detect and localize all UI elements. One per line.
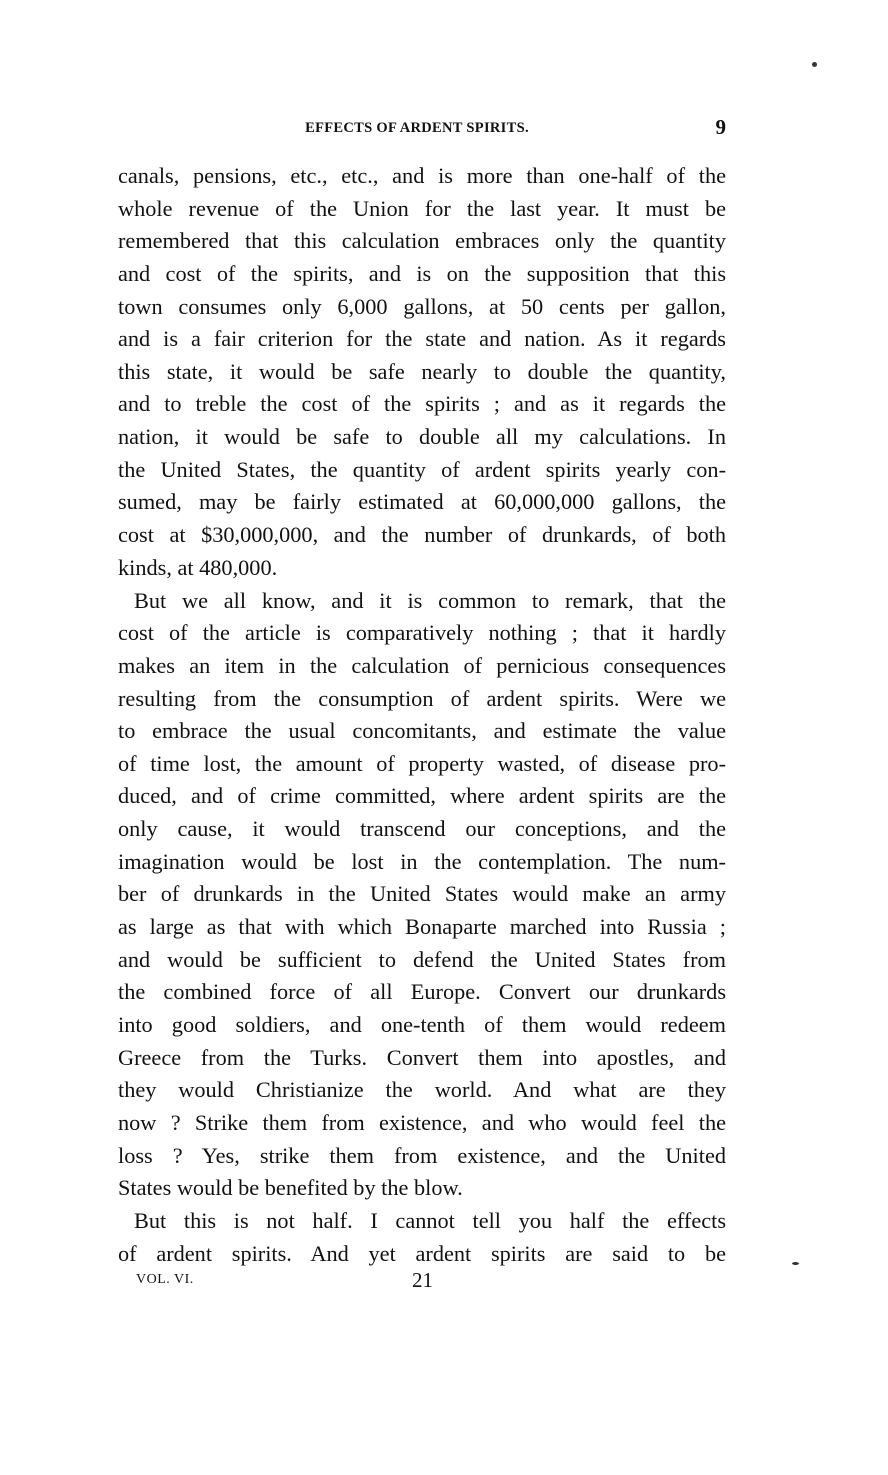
text-line: makes an item in the calculation of pernicious consequences — [118, 652, 726, 678]
text-line: the United States, the quantity of ardent spirits yearly con- — [118, 456, 726, 482]
page-number: 9 — [715, 115, 726, 139]
text-line: and is a fair criterion for the state and nation. As it regards — [118, 326, 726, 352]
paragraph — [118, 160, 726, 584]
text-line: Greece from the Turks. Convert them into apostles, and — [118, 1044, 726, 1070]
text-line: whole revenue of the Union for the last year. It must be — [118, 195, 726, 221]
text-line: resulting from the consumption of ardent spirits. Were we — [118, 685, 726, 711]
page-footer — [118, 1268, 726, 1298]
text-line: town consumes only 6,000 gallons, at 50 cents per gallon, — [118, 293, 726, 319]
text-line: But we all know, and it is common to remark, that the — [134, 587, 726, 613]
text-line: of ardent spirits. And yet ardent spirits are said to be — [118, 1240, 726, 1266]
text-line: and to treble the cost of the spirits ; and as it regards the — [118, 391, 726, 417]
text-line: nation, it would be safe to double all my calculations. In — [118, 424, 726, 450]
text-line: this state, it would be safe nearly to double the quantity, — [118, 358, 726, 384]
paragraph — [118, 585, 726, 1205]
text-line: loss ? Yes, strike them from existence, and the United — [118, 1142, 726, 1168]
body-text — [118, 160, 726, 1270]
text-line: the combined force of all Europe. Convert our drunkards — [118, 979, 726, 1005]
text-line: ber of drunkards in the United States would make an army — [118, 881, 726, 907]
running-title: EFFECTS OF ARDENT SPIRITS. — [305, 120, 529, 136]
scan-speck — [792, 1262, 799, 1265]
text-line: remembered that this calculation embraces only the quantity — [118, 228, 726, 254]
text-line: canals, pensions, etc., etc., and is more than one-half of the — [118, 163, 726, 188]
paragraph — [118, 1205, 726, 1270]
text-line: and cost of the spirits, and is on the supposition that this — [118, 260, 726, 286]
text-line: kinds, at 480,000. — [118, 554, 278, 580]
text-line: only cause, it would transcend our conceptions, and the — [118, 816, 726, 842]
signature-mark: VOL. VI. — [136, 1272, 194, 1287]
text-line: as large as that with which Bonaparte marched into Russia ; — [118, 914, 726, 940]
text-line: they would Christianize the world. And what are they — [118, 1077, 726, 1103]
text-line: into good soldiers, and one-tenth of them would redeem — [118, 1011, 726, 1037]
text-line: sumed, may be fairly estimated at 60,000,000 gallons, the — [118, 489, 726, 515]
text-line: duced, and of crime committed, where ardent spirits are the — [118, 783, 726, 809]
sheet-number: 21 — [412, 1268, 433, 1292]
text-line: But this is not half. I cannot tell you half the effects — [134, 1208, 726, 1234]
text-line: imagination would be lost in the contemplation. The num- — [118, 848, 726, 874]
page-header — [118, 117, 726, 141]
text-line: States would be benefited by the blow. — [118, 1175, 463, 1201]
scan-speck — [812, 62, 817, 67]
text-line: to embrace the usual concomitants, and estimate the value — [118, 718, 726, 744]
text-line: of time lost, the amount of property wasted, of disease pro- — [118, 750, 726, 776]
text-line: cost of the article is comparatively nothing ; that it hardly — [118, 620, 726, 646]
text-line: now ? Strike them from existence, and who would feel the — [118, 1109, 726, 1135]
text-line: cost at $30,000,000, and the number of drunkards, of both — [118, 522, 726, 548]
text-line: and would be sufficient to defend the United States from — [118, 946, 726, 972]
